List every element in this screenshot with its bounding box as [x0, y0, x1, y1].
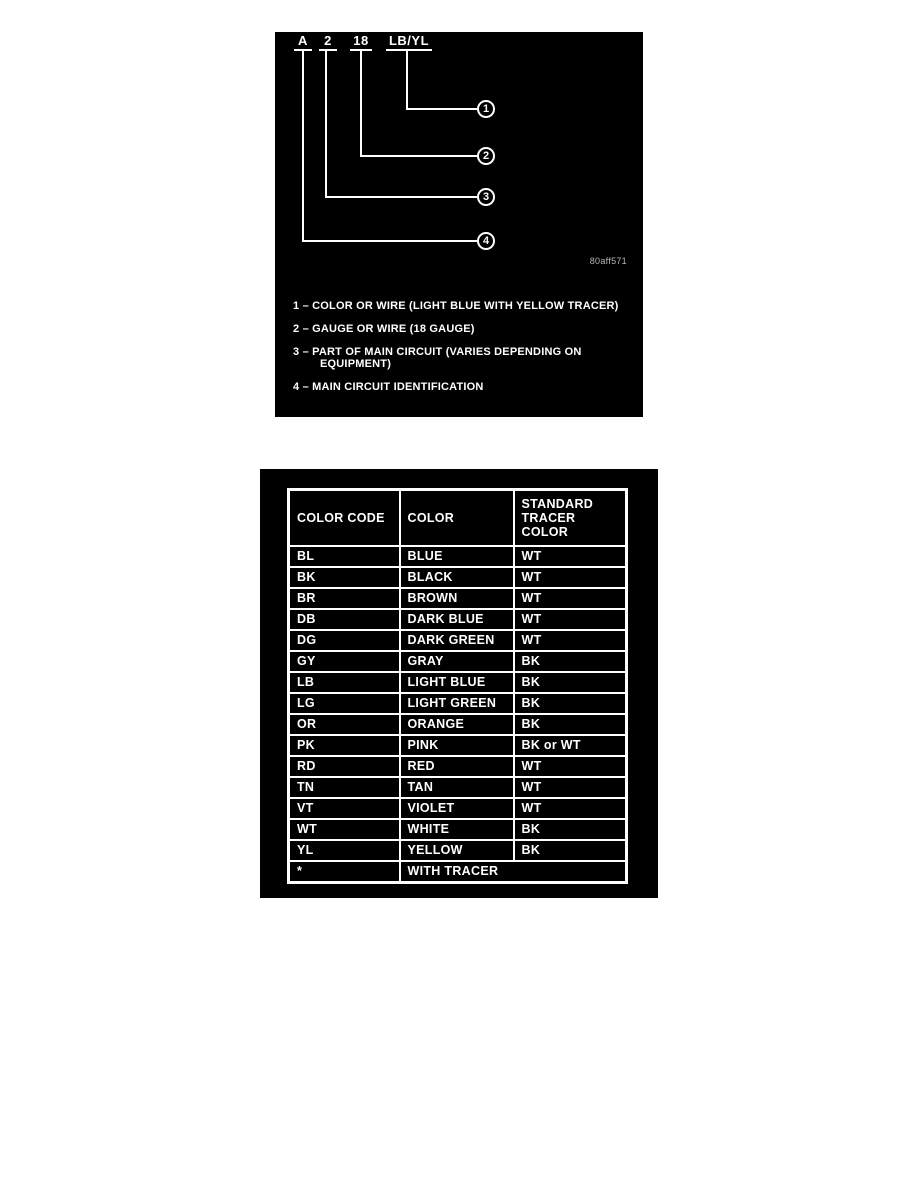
table-row	[289, 609, 627, 630]
table-cell: BLUE	[400, 546, 514, 567]
table-cell: VIOLET	[400, 798, 514, 819]
table-cell: BK	[514, 840, 627, 861]
callout-line	[406, 108, 477, 110]
callout-circle-3: 3	[477, 188, 495, 206]
table-cell: BK	[514, 672, 627, 693]
table-cell: WT	[514, 609, 627, 630]
table-cell: WT	[289, 819, 400, 840]
callout-line	[325, 50, 327, 198]
callout-line	[360, 50, 362, 157]
color-table-body	[289, 546, 627, 883]
table-cell: BR	[289, 588, 400, 609]
table-footer-row	[289, 861, 627, 883]
table-cell: GRAY	[400, 651, 514, 672]
table-cell: BK	[514, 693, 627, 714]
table-cell: BK	[514, 651, 627, 672]
legend-item-4: 4 – MAIN CIRCUIT IDENTIFICATION	[293, 381, 484, 393]
table-cell: PINK	[400, 735, 514, 756]
table-row	[289, 693, 627, 714]
figure-watermark: 80aff571	[589, 256, 627, 266]
color-code-table	[287, 488, 628, 884]
table-cell: LG	[289, 693, 400, 714]
table-cell: LIGHT BLUE	[400, 672, 514, 693]
legend-item-2: 2 – GAUGE OR WIRE (18 GAUGE)	[293, 323, 475, 335]
wire-code-part-gauge: 18	[350, 34, 372, 51]
column-header-color-code: COLOR CODE	[289, 490, 400, 547]
wire-code-part-main-circuit: A	[294, 34, 312, 51]
table-header-row	[289, 490, 627, 547]
table-row	[289, 588, 627, 609]
table-cell: DARK BLUE	[400, 609, 514, 630]
table-row	[289, 630, 627, 651]
callout-circle-2: 2	[477, 147, 495, 165]
table-cell: RED	[400, 756, 514, 777]
callout-circle-1: 1	[477, 100, 495, 118]
table-row	[289, 777, 627, 798]
table-cell: PK	[289, 735, 400, 756]
table-cell: LB	[289, 672, 400, 693]
table-cell: WT	[514, 567, 627, 588]
table-cell: WT	[514, 777, 627, 798]
column-header-standard-tracer-color: STANDARD TRACER COLOR	[514, 490, 627, 547]
table-row	[289, 567, 627, 588]
table-cell: TN	[289, 777, 400, 798]
table-row	[289, 714, 627, 735]
table-cell: BK or WT	[514, 735, 627, 756]
table-cell: WITH TRACER	[400, 861, 627, 883]
table-cell: ORANGE	[400, 714, 514, 735]
callout-line	[302, 50, 304, 242]
table-row	[289, 756, 627, 777]
table-row	[289, 546, 627, 567]
table-cell: DARK GREEN	[400, 630, 514, 651]
callout-line	[302, 240, 477, 242]
table-cell: VT	[289, 798, 400, 819]
callout-line	[325, 196, 477, 198]
column-header-color: COLOR	[400, 490, 514, 547]
table-cell: BK	[514, 714, 627, 735]
table-row	[289, 735, 627, 756]
table-cell: WT	[514, 798, 627, 819]
table-cell: WT	[514, 546, 627, 567]
table-cell: WT	[514, 588, 627, 609]
table-cell: OR	[289, 714, 400, 735]
table-row	[289, 798, 627, 819]
table-cell: YL	[289, 840, 400, 861]
callout-circle-4: 4	[477, 232, 495, 250]
table-cell: BK	[514, 819, 627, 840]
table-cell: LIGHT GREEN	[400, 693, 514, 714]
color-code-table-figure	[260, 469, 658, 898]
callout-line	[406, 50, 408, 110]
table-cell: GY	[289, 651, 400, 672]
legend-item-3: 3 – PART OF MAIN CIRCUIT (VARIES DEPENDING ON EQUIPMENT)	[293, 346, 582, 370]
table-row	[289, 651, 627, 672]
callout-legend	[293, 300, 635, 404]
wire-code-diagram-figure	[275, 32, 643, 417]
table-cell: DB	[289, 609, 400, 630]
table-cell: BL	[289, 546, 400, 567]
wire-code-part-color: LB/YL	[386, 34, 432, 51]
table-cell: YELLOW	[400, 840, 514, 861]
legend-item-1: 1 – COLOR OR WIRE (LIGHT BLUE WITH YELLOW TRACER)	[293, 300, 619, 312]
wire-code-part-circuit-section: 2	[319, 34, 337, 51]
table-cell: BK	[289, 567, 400, 588]
table-cell: BLACK	[400, 567, 514, 588]
table-row	[289, 819, 627, 840]
table-cell: WT	[514, 756, 627, 777]
table-cell: *	[289, 861, 400, 883]
table-cell: TAN	[400, 777, 514, 798]
table-cell: DG	[289, 630, 400, 651]
table-row	[289, 672, 627, 693]
table-cell: RD	[289, 756, 400, 777]
callout-line	[360, 155, 477, 157]
table-cell: WT	[514, 630, 627, 651]
table-row	[289, 840, 627, 861]
table-cell: BROWN	[400, 588, 514, 609]
table-cell: WHITE	[400, 819, 514, 840]
